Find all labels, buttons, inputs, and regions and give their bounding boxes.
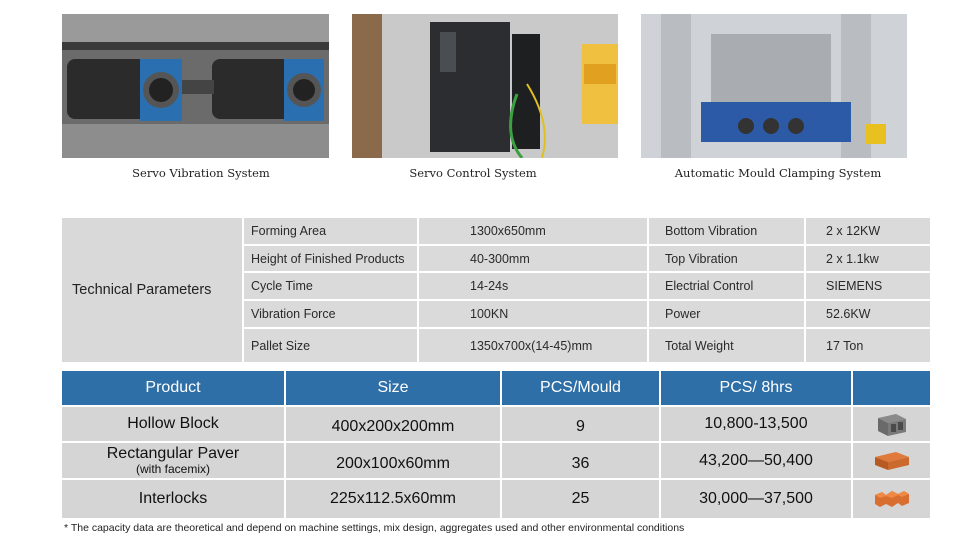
- header-product: Product: [62, 371, 284, 405]
- param-value: 17 Ton: [806, 329, 930, 362]
- product-pcs-8hrs: 10,800-13,500: [661, 407, 851, 441]
- param-label: Electrial Control: [649, 273, 804, 299]
- header-pcs-8hrs: PCS/ 8hrs: [661, 371, 851, 405]
- param-label: Total Weight: [649, 329, 804, 362]
- param-label: Bottom Vibration: [649, 218, 804, 244]
- param-label: Vibration Force: [244, 301, 417, 327]
- capacity-footnote: * The capacity data are theoretical and depend on machine settings, mix design, aggregates used and other environmental conditions: [64, 522, 685, 534]
- param-label: Top Vibration: [649, 246, 804, 271]
- product-pcs-mould: 9: [502, 407, 659, 441]
- param-label: Forming Area: [244, 218, 417, 244]
- servo-control-photo: [352, 14, 618, 158]
- product-name: [62, 407, 284, 441]
- technical-parameters-title: Technical Parameters: [62, 218, 242, 362]
- product-name-text: Rectangular Paver: [106, 445, 240, 462]
- param-value: 52.6KW: [806, 301, 930, 327]
- header-pcs-mould: PCS/Mould: [502, 371, 659, 405]
- product-name: [62, 480, 284, 518]
- param-value: 1350x700x(14-45)mm: [419, 329, 647, 362]
- mould-clamping-photo: [641, 14, 907, 158]
- interlock-paver-icon: [853, 480, 930, 518]
- product-pcs-8hrs: 30,000—37,500: [661, 480, 851, 518]
- rectangular-paver-icon: [853, 443, 930, 478]
- param-label: Pallet Size: [244, 329, 417, 362]
- param-value: 14-24s: [419, 273, 647, 299]
- photo-caption-2: Servo Control System: [409, 166, 537, 180]
- product-size: 200x100x60mm: [286, 443, 500, 478]
- product-size: 225x112.5x60mm: [286, 480, 500, 518]
- param-value: SIEMENS: [806, 273, 930, 299]
- product-pcs-8hrs: 43,200—50,400: [661, 443, 851, 478]
- product-pcs-mould: 36: [502, 443, 659, 478]
- header-image: [853, 371, 930, 405]
- product-name-text: Interlocks: [138, 490, 208, 507]
- photo-caption-3: Automatic Mould Clamping System: [674, 166, 882, 180]
- product-pcs-mould: 25: [502, 480, 659, 518]
- technical-parameters-table: [62, 218, 930, 362]
- param-value: 2 x 12KW: [806, 218, 930, 244]
- param-label: Height of Finished Products: [244, 246, 417, 271]
- param-label: Power: [649, 301, 804, 327]
- param-value: 100KN: [419, 301, 647, 327]
- param-value: 40-300mm: [419, 246, 647, 271]
- product-name-subtext: (with facemix): [135, 462, 210, 476]
- product-name-text: Hollow Block: [127, 415, 219, 432]
- header-size: Size: [286, 371, 500, 405]
- photo-caption-1: Servo Vibration System: [132, 166, 270, 180]
- param-value: 2 x 1.1kw: [806, 246, 930, 271]
- hollow-block-icon: [853, 407, 930, 441]
- param-label: Cycle Time: [244, 273, 417, 299]
- product-name: [62, 443, 284, 478]
- param-value: 1300x650mm: [419, 218, 647, 244]
- servo-vibration-photo: [62, 14, 329, 158]
- product-size: 400x200x200mm: [286, 407, 500, 441]
